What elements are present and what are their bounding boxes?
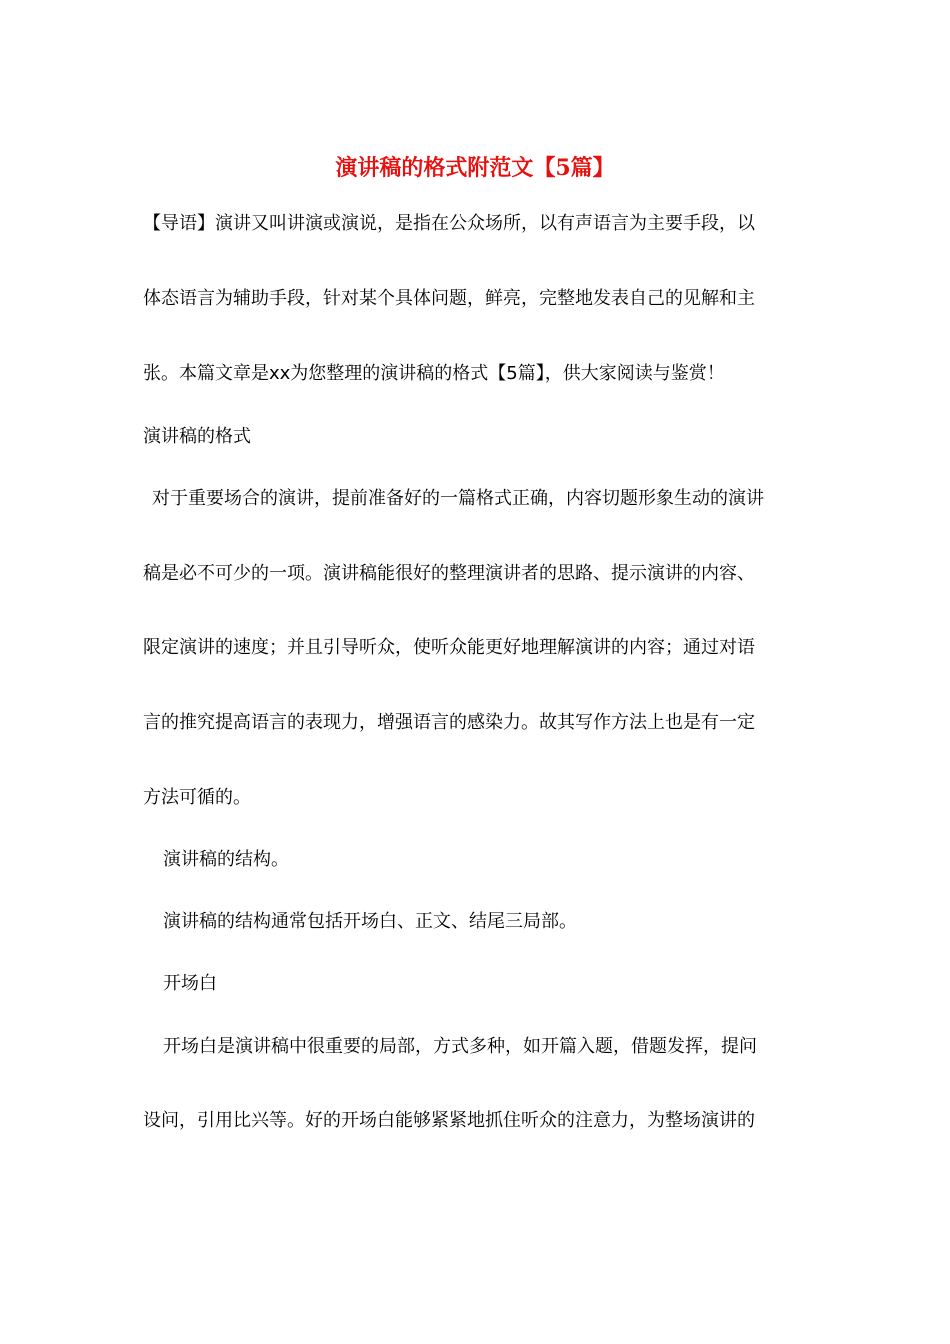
body-line-4: 言的推究提高语言的表现力，增强语言的感染力。故其写作方法上也是有一定 [143,712,755,733]
intro-line-1: 【导语】演讲又叫讲演或演说，是指在公众场所，以有声语言为主要手段，以 [143,213,755,234]
body-line-1: 对于重要场合的演讲，提前准备好的一篇格式正确，内容切题形象生动的演讲 [152,488,764,509]
section-heading: 演讲稿的格式 [143,426,251,447]
structure-heading: 演讲稿的结构。 [163,849,289,870]
body-line-2: 稿是必不可少的一项。演讲稿能很好的整理演讲者的思路、提示演讲的内容、 [143,563,755,584]
body-line-5: 方法可循的。 [143,787,251,808]
opening-line-2: 设问，引用比兴等。好的开场白能够紧紧地抓住听众的注意力，为整场演讲的 [143,1110,755,1131]
body-line-3: 限定演讲的速度；并且引导听众，使听众能更好地理解演讲的内容；通过对语 [143,637,755,658]
intro-line-2: 体态语言为辅助手段，针对某个具体问题，鲜亮，完整地发表自己的见解和主 [143,288,755,309]
opening-line-1: 开场白是演讲稿中很重要的局部，方式多种，如开篇入题，借题发挥，提问 [163,1036,757,1057]
intro-line-3: 张。本篇文章是xx为您整理的演讲稿的格式【5篇】，供大家阅读与鉴赏！ [143,363,725,384]
document-title: 演讲稿的格式附范文【5篇】 [335,155,615,181]
opening-heading: 开场白 [163,973,217,994]
structure-text: 演讲稿的结构通常包括开场白、正文、结尾三局部。 [163,911,577,932]
